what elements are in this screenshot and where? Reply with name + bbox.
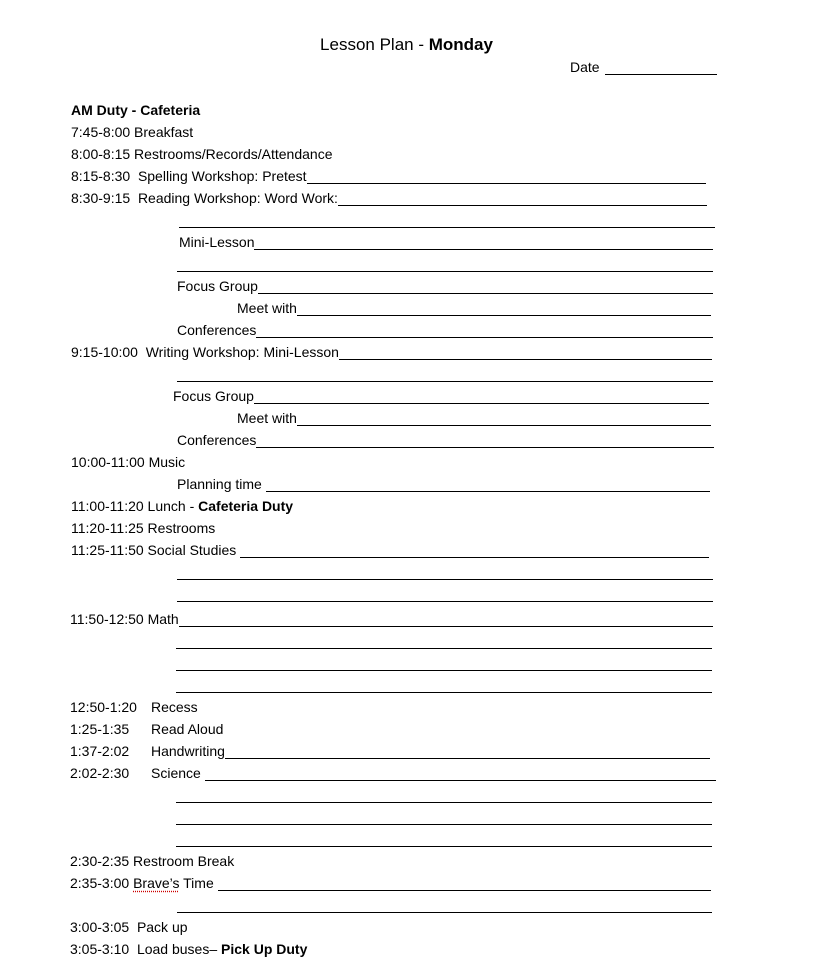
row-activity: Recess xyxy=(151,699,198,715)
write-in-line[interactable] xyxy=(258,279,713,294)
write-in-line[interactable] xyxy=(177,898,712,913)
row-activity: Science xyxy=(151,765,205,781)
blank-line-row xyxy=(179,210,715,228)
schedule-row xyxy=(71,540,709,558)
title-day: Monday xyxy=(428,35,493,54)
row-text: AM Duty - Cafeteria xyxy=(71,102,201,118)
row-text: 11:20-11:25 Restrooms xyxy=(71,520,216,536)
schedule-row xyxy=(177,276,713,294)
row-text: 11:50-12:50 Math xyxy=(70,611,179,627)
row-text: 8:00-8:15 Restrooms/Records/Attendance xyxy=(71,146,333,162)
schedule-row xyxy=(179,232,713,250)
write-in-line[interactable] xyxy=(177,257,713,272)
write-in-line[interactable] xyxy=(266,477,710,492)
write-in-line[interactable] xyxy=(177,367,713,382)
schedule-row xyxy=(70,939,307,957)
row-text: 11:25-11:50 Social Studies xyxy=(71,542,241,558)
date-field[interactable] xyxy=(570,59,717,75)
title-prefix: Lesson Plan - xyxy=(320,35,429,54)
schedule-row xyxy=(177,474,710,492)
write-in-line[interactable] xyxy=(176,634,712,649)
row-text: Planning time xyxy=(177,476,266,492)
row-activity: Read Aloud xyxy=(151,721,224,737)
row-text: Meet with xyxy=(237,300,297,316)
row-text: Conferences xyxy=(177,432,257,448)
write-in-line[interactable] xyxy=(177,565,713,580)
write-in-line[interactable] xyxy=(339,345,712,360)
row-text: Time xyxy=(179,875,218,891)
row-text: Meet with xyxy=(237,410,297,426)
row-text: 8:30-9:15 Reading Workshop: Word Work: xyxy=(71,190,338,206)
write-in-line[interactable] xyxy=(297,411,711,426)
write-in-line[interactable] xyxy=(176,788,712,803)
schedule-row xyxy=(177,320,713,338)
row-time: 1:37-2:02 xyxy=(70,743,130,759)
schedule-row xyxy=(71,188,707,206)
schedule-row xyxy=(70,873,711,891)
schedule-row xyxy=(70,741,710,759)
schedule-row xyxy=(71,342,712,360)
write-in-line[interactable] xyxy=(205,766,716,781)
blank-line-row xyxy=(176,653,712,671)
write-in-line[interactable] xyxy=(176,810,712,825)
row-time: 2:02-2:30 xyxy=(70,765,130,781)
schedule-row xyxy=(237,408,711,426)
page-title xyxy=(0,35,813,55)
schedule-row xyxy=(237,298,711,316)
row-text: 11:00-11:20 Lunch - xyxy=(71,498,199,514)
blank-line-row xyxy=(177,895,712,913)
row-text: 7:45-8:00 Breakfast xyxy=(71,124,194,140)
blank-line-row xyxy=(177,562,713,580)
write-in-line[interactable] xyxy=(307,169,706,184)
write-in-line[interactable] xyxy=(254,235,713,250)
write-in-line[interactable] xyxy=(179,612,713,627)
write-in-line[interactable] xyxy=(256,323,713,338)
write-in-line[interactable] xyxy=(256,433,714,448)
schedule-row xyxy=(177,430,714,448)
row-text: 10:00-11:00 Music xyxy=(71,454,186,470)
row-text: Mini-Lesson xyxy=(179,234,255,250)
schedule-row xyxy=(71,166,706,184)
schedule-row xyxy=(70,719,223,737)
date-label: Date xyxy=(570,59,600,75)
schedule-row xyxy=(70,697,198,715)
schedule-row xyxy=(70,917,188,935)
write-in-line[interactable] xyxy=(297,301,711,316)
write-in-line[interactable] xyxy=(179,213,715,228)
row-text: 2:35-3:00 xyxy=(70,875,134,891)
write-in-line[interactable] xyxy=(176,656,712,671)
schedule-row xyxy=(173,386,709,404)
write-in-line[interactable] xyxy=(225,744,710,759)
date-blank-line[interactable] xyxy=(605,60,717,75)
write-in-line[interactable] xyxy=(254,389,709,404)
schedule-row xyxy=(71,122,193,140)
write-in-line[interactable] xyxy=(240,543,709,558)
row-text: Pick Up Duty xyxy=(221,941,308,957)
schedule-row xyxy=(71,496,293,514)
blank-line-row xyxy=(176,807,712,825)
write-in-line[interactable] xyxy=(177,587,713,602)
schedule-row xyxy=(71,518,215,536)
row-text: Focus Group xyxy=(177,278,258,294)
row-text: Focus Group xyxy=(173,388,254,404)
write-in-line[interactable] xyxy=(338,191,707,206)
schedule-row xyxy=(71,144,332,162)
blank-line-row xyxy=(176,829,712,847)
row-time: 12:50-1:20 xyxy=(70,699,137,715)
row-text: 8:15-8:30 Spelling Workshop: Pretest xyxy=(71,168,307,184)
row-text: Cafeteria Duty xyxy=(198,498,294,514)
row-text: 2:30-2:35 Restroom Break xyxy=(70,853,235,869)
write-in-line[interactable] xyxy=(176,832,712,847)
blank-line-row xyxy=(177,584,713,602)
schedule-row xyxy=(70,851,234,869)
blank-line-row xyxy=(177,364,713,382)
row-text: Conferences xyxy=(177,322,257,338)
row-text: 9:15-10:00 Writing Workshop: Mini-Lesson xyxy=(71,344,339,360)
row-time: 1:25-1:35 xyxy=(70,721,130,737)
write-in-line[interactable] xyxy=(218,876,711,891)
schedule-row xyxy=(70,763,716,781)
schedule-row xyxy=(71,452,185,470)
write-in-line[interactable] xyxy=(176,678,712,693)
blank-line-row xyxy=(176,785,712,803)
row-activity: Handwriting xyxy=(151,743,225,759)
row-text: Brave’s xyxy=(133,875,180,891)
blank-line-row xyxy=(176,631,712,649)
schedule-row xyxy=(70,609,713,627)
row-text: 3:05-3:10 Load buses– xyxy=(70,941,222,957)
blank-line-row xyxy=(176,675,712,693)
row-text: 3:00-3:05 Pack up xyxy=(70,919,188,935)
schedule-row xyxy=(71,100,200,118)
blank-line-row xyxy=(177,254,713,272)
